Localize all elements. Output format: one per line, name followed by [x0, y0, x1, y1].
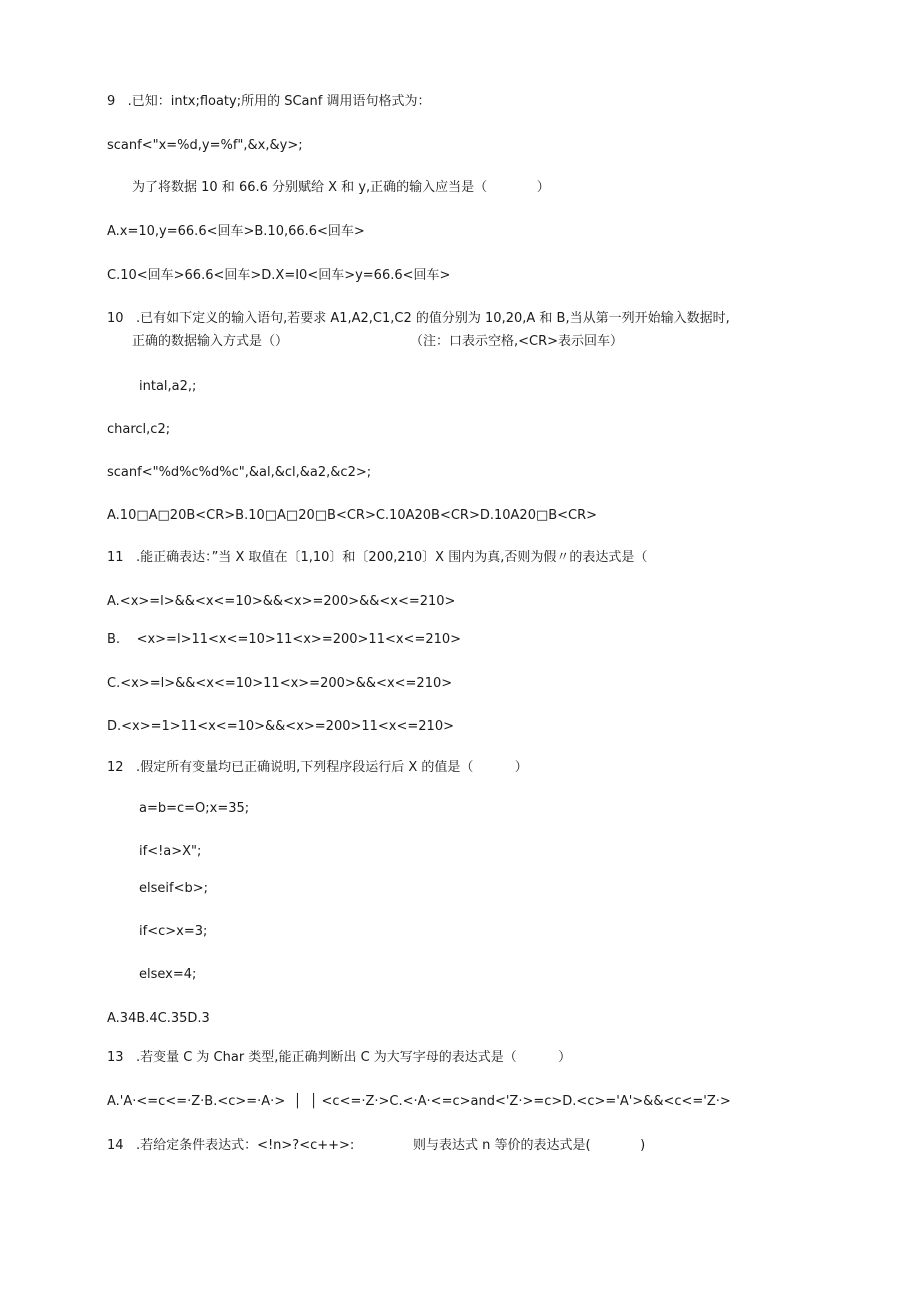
question-12-code-2: if<!a>X"; [139, 844, 202, 859]
question-11-option-b: B. <x>=l>11<x<=10>11<x>=200>11<x<=210> [107, 632, 462, 647]
question-12-code-3: elseif<b>; [139, 881, 208, 896]
question-10-code-1: intal,a2,; [139, 379, 197, 394]
question-10-code-2: charcl,c2; [107, 422, 171, 437]
question-13: 13 .若变量 C 为 Char 类型,能正确判断出 C 为大写字母的表达式是（ ） [107, 1050, 572, 1065]
question-10-note: （注：口表示空格,<CR>表示回车） [410, 334, 624, 349]
question-14-part2: 则与表达式 n 等价的表达式是( ) [413, 1138, 646, 1153]
question-11-option-a: A.<x>=l>&&<x<=10>&&<x>=200>&&<x<=210> [107, 594, 456, 609]
question-10-line2: 正确的数据输入方式是（） [132, 334, 289, 349]
question-10: 10 .已有如下定义的输入语句,若要求 A1,A2,C1,C2 的值分别为 10,20,A 和 B,当从第一列开始输入数据时, [107, 311, 730, 326]
question-9-options-cd: C.10<回车>66.6<回车>D.X=I0<回车>y=66.6<回车> [107, 268, 451, 283]
question-10-code-3: scanf<"%d%c%d%c",&al,&cl,&a2,&c2>; [107, 465, 372, 480]
question-9-text: 为了将数据 10 和 66.6 分别赋给 X 和 y,正确的输入应当是（ ） [132, 180, 550, 195]
question-14: 14 .若给定条件表达式：<!n>?<c++>: [107, 1138, 355, 1153]
question-11: 11 .能正确表达：”当 X 取值在〔1,10〕和〔200,210〕X 围内为真,否则为假〃的表达式是（ [107, 550, 648, 565]
question-12-code-4: if<c>x=3; [139, 924, 208, 939]
question-12-code-5: elsex=4; [139, 967, 197, 982]
question-9: 9 .已知：intx;floaty;所用的 SCanf 调用语句格式为： [107, 94, 431, 109]
question-9-options-ab: A.x=10,y=66.6<回车>B.10,66.6<回车> [107, 224, 365, 239]
question-12-options: A.34B.4C.35D.3 [107, 1011, 210, 1026]
question-11-option-d: D.<x>=1>11<x<=10>&&<x>=200>11<x<=210> [107, 719, 454, 734]
question-12-code-1: a=b=c=O;x=35; [139, 801, 250, 816]
question-12: 12 .假定所有变量均已正确说明,下列程序段运行后 X 的值是（ ） [107, 760, 528, 775]
question-13-options: A.'A·<=c<=·Z·B.<c>=·A·> │ │ <c<=·Z·>C.<·A·<=c>and<'Z·>=c>D.<c>='A'>&&<c<='Z·> [107, 1094, 731, 1109]
question-9-code: scanf<"x=%d,y=%f",&x,&y>; [107, 138, 303, 153]
question-11-option-c: C.<x>=l>&&<x<=10>11<x>=200>&&<x<=210> [107, 676, 453, 691]
question-10-options: A.10□A□20B<CR>B.10□A□20□B<CR>C.10A20B<CR>D.10A20□B<CR> [107, 508, 598, 523]
